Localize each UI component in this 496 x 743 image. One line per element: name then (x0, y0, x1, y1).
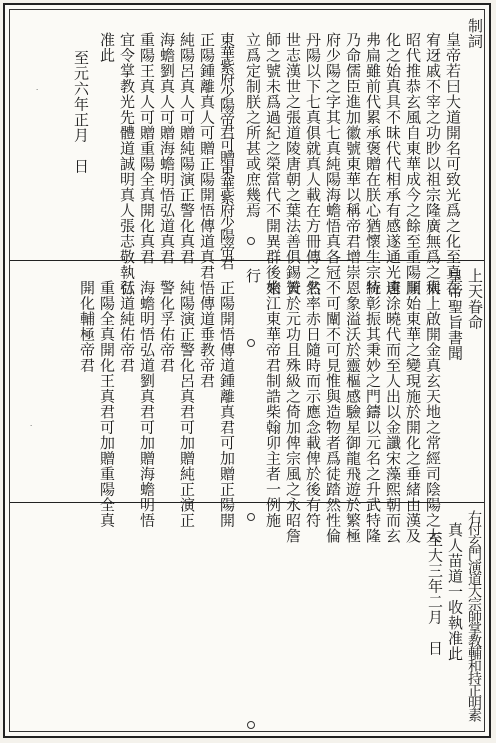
text-column: 師之號未爲過紀之榮當代不開異群後來 (264, 32, 282, 296)
text-column: 世志漢世之張道陵唐朝之葉法善俱錫天 (284, 32, 302, 296)
text-column: 開化輔極帝君 (78, 280, 96, 373)
margin-mark: · (36, 86, 39, 94)
text-column: 宜令掌教光先體道誠明真人張志敬執行 (118, 32, 136, 296)
text-column: 宥迓戚不宰之功眇以祖宗隆廣無爲之稱 (424, 32, 442, 296)
edict-opening: 上天眷命 (466, 268, 484, 330)
text-column: 純陽呂真人可贈純陽演正警化真君 (178, 32, 196, 265)
text-column: 海蟾劉真人可贈海蟾明悟弘道真君 (158, 32, 176, 265)
text-column: 皇帝聖旨書聞 (446, 268, 464, 361)
text-column: 乃命儒臣進加徽號東華以稱帝君增崇 (344, 32, 362, 280)
text-column: 警化孚佑帝君 (158, 280, 176, 373)
text-column: 贊於元功且殊級之倚加俾宗風之永昭詹 (284, 280, 302, 544)
text-column: 右付玄門演道大宗師掌教輔和持正明素 (466, 510, 482, 721)
text-column: 皇帝若曰大道開名可致光爲之化至真在 (444, 32, 462, 296)
text-column: 行 (244, 268, 262, 284)
text-column: 正陽鍾離真人可贈正陽開悟傳道真君 (198, 32, 216, 280)
binding-hole (247, 339, 255, 347)
text-column: 弗扁雖前代累承褒贈在朕心猶懷生宗特 (364, 32, 382, 296)
text-column: 弘道純佑帝君 (118, 280, 136, 373)
text-column: 化之始真具不昧代代相承有感遂通光遠 (384, 32, 402, 296)
text-column: 府少陽之字其七真純陽海蟾悟真各冠 (324, 32, 342, 280)
text-column: 立爲定制朕之所甚或庶幾焉 (244, 32, 262, 218)
text-column: 昭代推恭玄風自東華成今之餘至重陽開 (404, 32, 422, 296)
text-column: 然率赤日隨時而示應念載俾於後有符 (304, 280, 322, 528)
binding-hole (247, 721, 255, 729)
text-column: 不可闡不可見惟與造物者爲徒踏然性倫 (324, 280, 342, 544)
text-column: 重陽王真人可贈重陽全真開化真君 (138, 32, 156, 265)
text-column: 恩象溢沃於靈樞感驗星御龍飛遊於繁極 (344, 280, 362, 544)
text-column: 東華紫府少陽帝君可贈東華紫府少陽帝君 (218, 32, 236, 268)
text-column: 真人苗道一收執准此 (446, 522, 464, 662)
page-frame (9, 9, 485, 732)
binding-hole (247, 513, 255, 521)
text-column: 海蟾明悟弘道劉真君可加贈海蟾明悟 (138, 280, 156, 528)
text-column: 太上啟開金真玄天地之常經司陰陽之大 (424, 280, 442, 544)
margin-mark: · (30, 422, 33, 430)
text-column: 悟傳道垂教帝君 (198, 280, 216, 389)
edict-heading: 制詞 (466, 18, 484, 49)
text-column: 純陽演正警化呂真君可加贈純正演正 (178, 280, 196, 528)
document-page (3, 3, 491, 738)
text-column: 正陽開悟傳道鍾離真君可加贈正陽開 (218, 280, 236, 528)
binding-hole (247, 237, 255, 245)
text-column: 准此 (98, 32, 116, 63)
text-column: 丹陽以下七真俱就真人載在方冊傳之名 (304, 32, 322, 296)
date-line: 至元六年正月 日 (72, 50, 90, 174)
text-column: 統彰振其秉妙之門鑄以元名之升武特隆 (364, 280, 382, 544)
text-column: 順始東華之變現施於開化之垂緒由漢及 (404, 280, 422, 544)
text-column: 唐涂曉代而至人出以金讖宋藻熙朝而玄 (384, 280, 402, 544)
date-line: 至大三年二月 日 (426, 532, 444, 656)
text-column: 始江東華帝君制誥柴翰卯主者一例施 (264, 280, 282, 528)
text-column: 重陽全真開化王真君可加贈重陽全真 (98, 280, 116, 528)
